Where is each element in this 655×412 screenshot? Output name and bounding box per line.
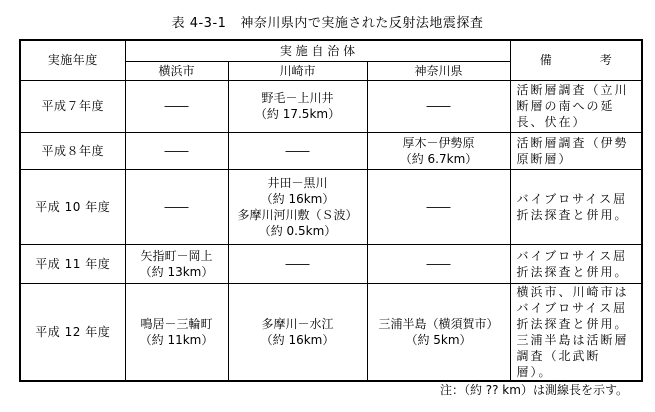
table-number: 表 4-3-1	[171, 16, 227, 31]
year-cell: 平成 11 年度	[20, 244, 125, 283]
table-title: 神奈川県内で実施された反射法地震探査	[240, 16, 484, 31]
cell-line: 井田－黒川	[267, 175, 328, 190]
notes-line: 原断層）	[516, 151, 573, 166]
year-cell: 平成 10 年度	[20, 169, 125, 244]
cell-line: 厚木－伊勢原	[402, 135, 475, 150]
cell-line: （約 16km）	[260, 191, 335, 206]
cell-kanagawa	[367, 169, 510, 244]
cell-line: （約 17.5km）	[254, 107, 341, 121]
header-org-kawasaki: 川崎市	[228, 61, 367, 80]
notes-line: バイブロサイス屈	[516, 300, 628, 315]
header-org-kanagawa: 神奈川県	[367, 61, 510, 80]
cell-line: 三浦半島（横須賀市）	[378, 316, 499, 331]
cell-line: （約 6.7km）	[399, 151, 478, 166]
cell-line: （約 0.5km）	[258, 223, 337, 238]
notes-cell	[510, 244, 642, 283]
cell-kawasaki	[228, 169, 367, 244]
cell-line: 鳴居－三輪町	[140, 316, 213, 331]
notes-line: 調査（北武断層）。	[516, 348, 601, 379]
cell-kanagawa	[367, 80, 510, 132]
cell-kawasaki	[228, 283, 367, 381]
notes-line: 活断層調査（立川	[516, 83, 629, 97]
cell-line: ――	[164, 199, 189, 214]
cell-kanagawa	[367, 132, 510, 169]
cell-kanagawa	[367, 244, 510, 283]
table-row	[20, 169, 642, 244]
header-notes-b: 考	[599, 53, 612, 68]
cell-kawasaki	[228, 80, 367, 132]
cell-yokohama	[125, 283, 228, 381]
notes-line: 折法探査と併用。	[516, 207, 629, 222]
cell-line: ――	[426, 199, 451, 214]
notes-line: 長、伏在）	[516, 115, 587, 129]
cell-line: ――	[164, 143, 189, 158]
footnote: 注：（約 ?? km）は測線長を示す。	[439, 383, 628, 397]
cell-line: 多摩川河川敷（Ｓ波）	[237, 207, 358, 222]
cell-kawasaki	[228, 132, 367, 169]
cell-line: ――	[426, 256, 451, 271]
notes-line: 三浦半島は活断層	[516, 332, 629, 347]
notes-line: 活断層調査（伊勢	[516, 135, 629, 150]
cell-line: （約 5km）	[405, 332, 472, 347]
table-row	[20, 80, 642, 132]
notes-cell	[510, 169, 642, 244]
survey-table	[19, 39, 643, 382]
cell-yokohama	[125, 80, 228, 132]
header-notes	[510, 40, 642, 80]
header-org-yokohama: 横浜市	[125, 61, 228, 80]
notes-line: 横浜市、川崎市は	[516, 284, 629, 299]
cell-line: 野毛－上川井	[261, 91, 334, 105]
cell-line: ――	[285, 256, 310, 271]
notes-line: 断層の南への延	[516, 99, 615, 113]
table-row	[20, 244, 642, 283]
notes-line: バイブロサイス屈	[516, 191, 628, 206]
cell-line: ――	[285, 143, 310, 158]
notes-line: 折法探査と併用。	[516, 264, 629, 279]
cell-line: （約 16km）	[260, 332, 335, 347]
header-org-group: 実 施 自 治 体	[125, 40, 510, 61]
cell-line: 多摩川－水江	[261, 316, 334, 331]
cell-kanagawa	[367, 283, 510, 381]
notes-line: 折法探査と併用。	[516, 316, 629, 331]
cell-yokohama	[125, 244, 228, 283]
notes-cell	[510, 132, 642, 169]
header-year: 実施年度	[20, 40, 125, 80]
table-row	[20, 132, 642, 169]
year-cell: 平成７年度	[20, 80, 125, 132]
year-cell: 平成８年度	[20, 132, 125, 169]
table-caption	[0, 12, 655, 31]
notes-cell	[510, 80, 642, 132]
cell-line: 矢指町－岡上	[140, 248, 213, 263]
cell-yokohama	[125, 169, 228, 244]
cell-kawasaki	[228, 244, 367, 283]
notes-line: バイブロサイス屈	[516, 248, 628, 263]
year-cell: 平成 12 年度	[20, 283, 125, 381]
cell-line: ――	[426, 99, 451, 113]
cell-line: ――	[164, 99, 189, 113]
cell-yokohama	[125, 132, 228, 169]
header-notes-a: 備	[539, 53, 552, 68]
cell-line: （約 13km）	[139, 264, 214, 279]
table-row	[20, 283, 642, 381]
notes-cell	[510, 283, 642, 381]
cell-line: （約 11km）	[139, 332, 214, 347]
